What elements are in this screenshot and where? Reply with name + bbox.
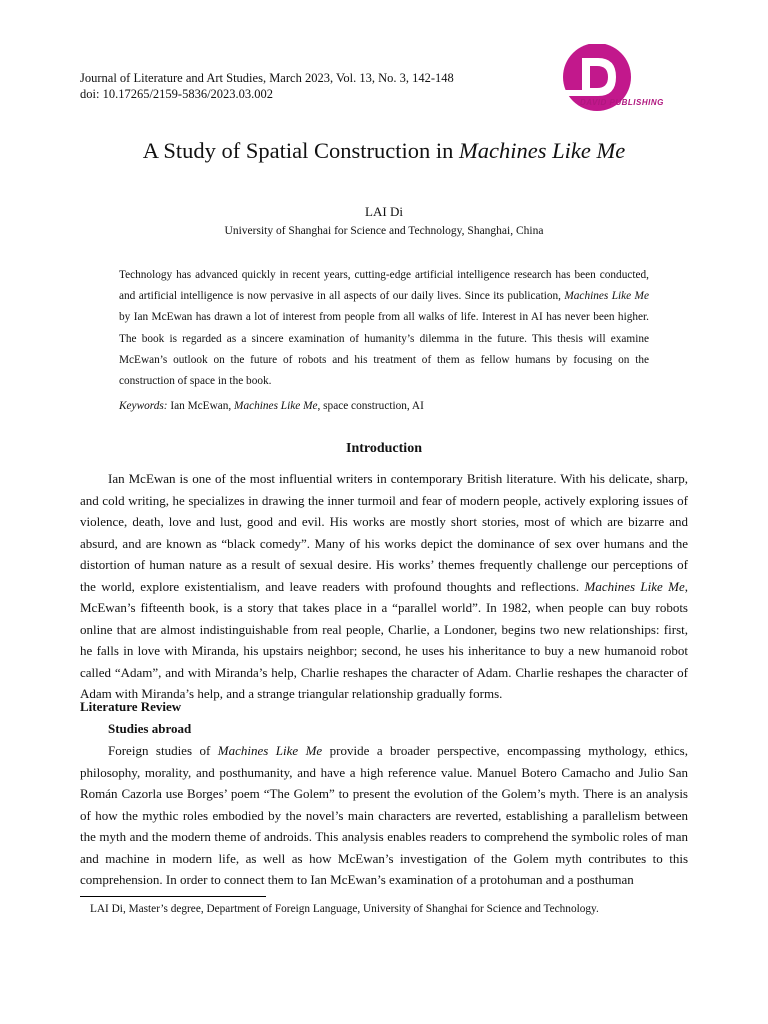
abstract: Technology has advanced quickly in recent years, cutting-edge artificial intelligence research has been conducted, and artificial intelligence is now pervasive in all aspects of our daily lives. Since its publication, Machines Like Me by Ian McEwan has drawn a lot of interest from people from all walks of life. Interest in AI has never been higher. The book is regarded as a sincere examination of humanity’s dilemma in the future. This thesis will examine McEwan’s outlook on the future of robots and his treatment of them as fellow humans by focusing on the construction of space in the book. [119, 269, 649, 388]
publisher-logo-text: DAVID PUBLISHING [580, 98, 664, 107]
paper-title [0, 137, 768, 165]
author-name: LAI Di [365, 204, 403, 219]
section-heading-literature-review: Literature Review [80, 699, 182, 714]
journal-line: Journal of Literature and Art Studies, March 2023, Vol. 13, No. 3, 142-148 [80, 71, 454, 85]
footnote: LAI Di, Master’s degree, Department of Foreign Language, University of Shanghai for Science and Technology. [90, 903, 599, 915]
literature-review-paragraph: Foreign studies of Machines Like Me provide a broader perspective, encompassing mythology, ethics, philosophy, morality, and posthumanity, and have a high reference value. Manuel Botero Camacho and Julio San Román Cazorla use Borges’ poem “The Golem” to present the evolution of the Golem’s myth. There is an analysis of how the mythic roles embodied by the novel’s main characters are reverted, establishing a parallelism between the myth and the modern theme of androids. This analysis enables readers to comprehend the symbolic roles of man and machine in modern life, as well as how McEwan’s investigation of the Golem myth contributes to this comprehension. In order to connect them to Ian McEwan’s examination of a protohuman and a posthuman [80, 743, 688, 887]
doi-line: doi: 10.17265/2159-5836/2023.03.002 [80, 87, 274, 101]
keywords-label: Keywords: [119, 400, 168, 412]
subsection-heading-studies-abroad: Studies abroad [108, 721, 192, 736]
section-heading-introduction: Introduction [346, 441, 422, 456]
footnote-divider [80, 896, 266, 897]
keywords: Keywords: Ian McEwan, Machines Like Me, space construction, AI [119, 400, 424, 412]
title-italic: Machines Like Me [459, 138, 626, 163]
introduction-paragraph: Ian McEwan is one of the most influential writers in contemporary British literature. With his delicate, sharp, and cold writing, he specializes in drawing the inner turmoil and fear of modern people, actively exploring issues of violence, death, love and lust, good and evil. His works are mostly short stories, most of which are bizarre and absurd, and are known as “black comedy”. Many of his works depict the dominance of sex over humans and the distortion of human nature as a result of sexual desire. His works’ themes frequently challenge our perceptions of the world, explore existentialism, and leave readers with profound thoughts and reflections. Machines Like Me, McEwan’s fifteenth book, is a story that takes place in a “parallel world”. In 1982, when people can buy robots online that are almost indistinguishable from real people, Charlie, a Londoner, begins two new relationships: first, he falls in love with Miranda, his upstairs neighbor; second, he uses his inheritance to buy a new humanoid robot called “Adam”, and with Miranda’s help, Charlie reshapes the character of Adam. Charlie reshapes the character of Adam with Miranda’s help, and a strange triangular relationship gradually forms. [80, 471, 688, 701]
title-main: A Study of Spatial Construction in [142, 138, 460, 163]
journal-citation [80, 70, 520, 102]
author-affiliation: University of Shanghai for Science and Technology, Shanghai, China [224, 225, 544, 237]
